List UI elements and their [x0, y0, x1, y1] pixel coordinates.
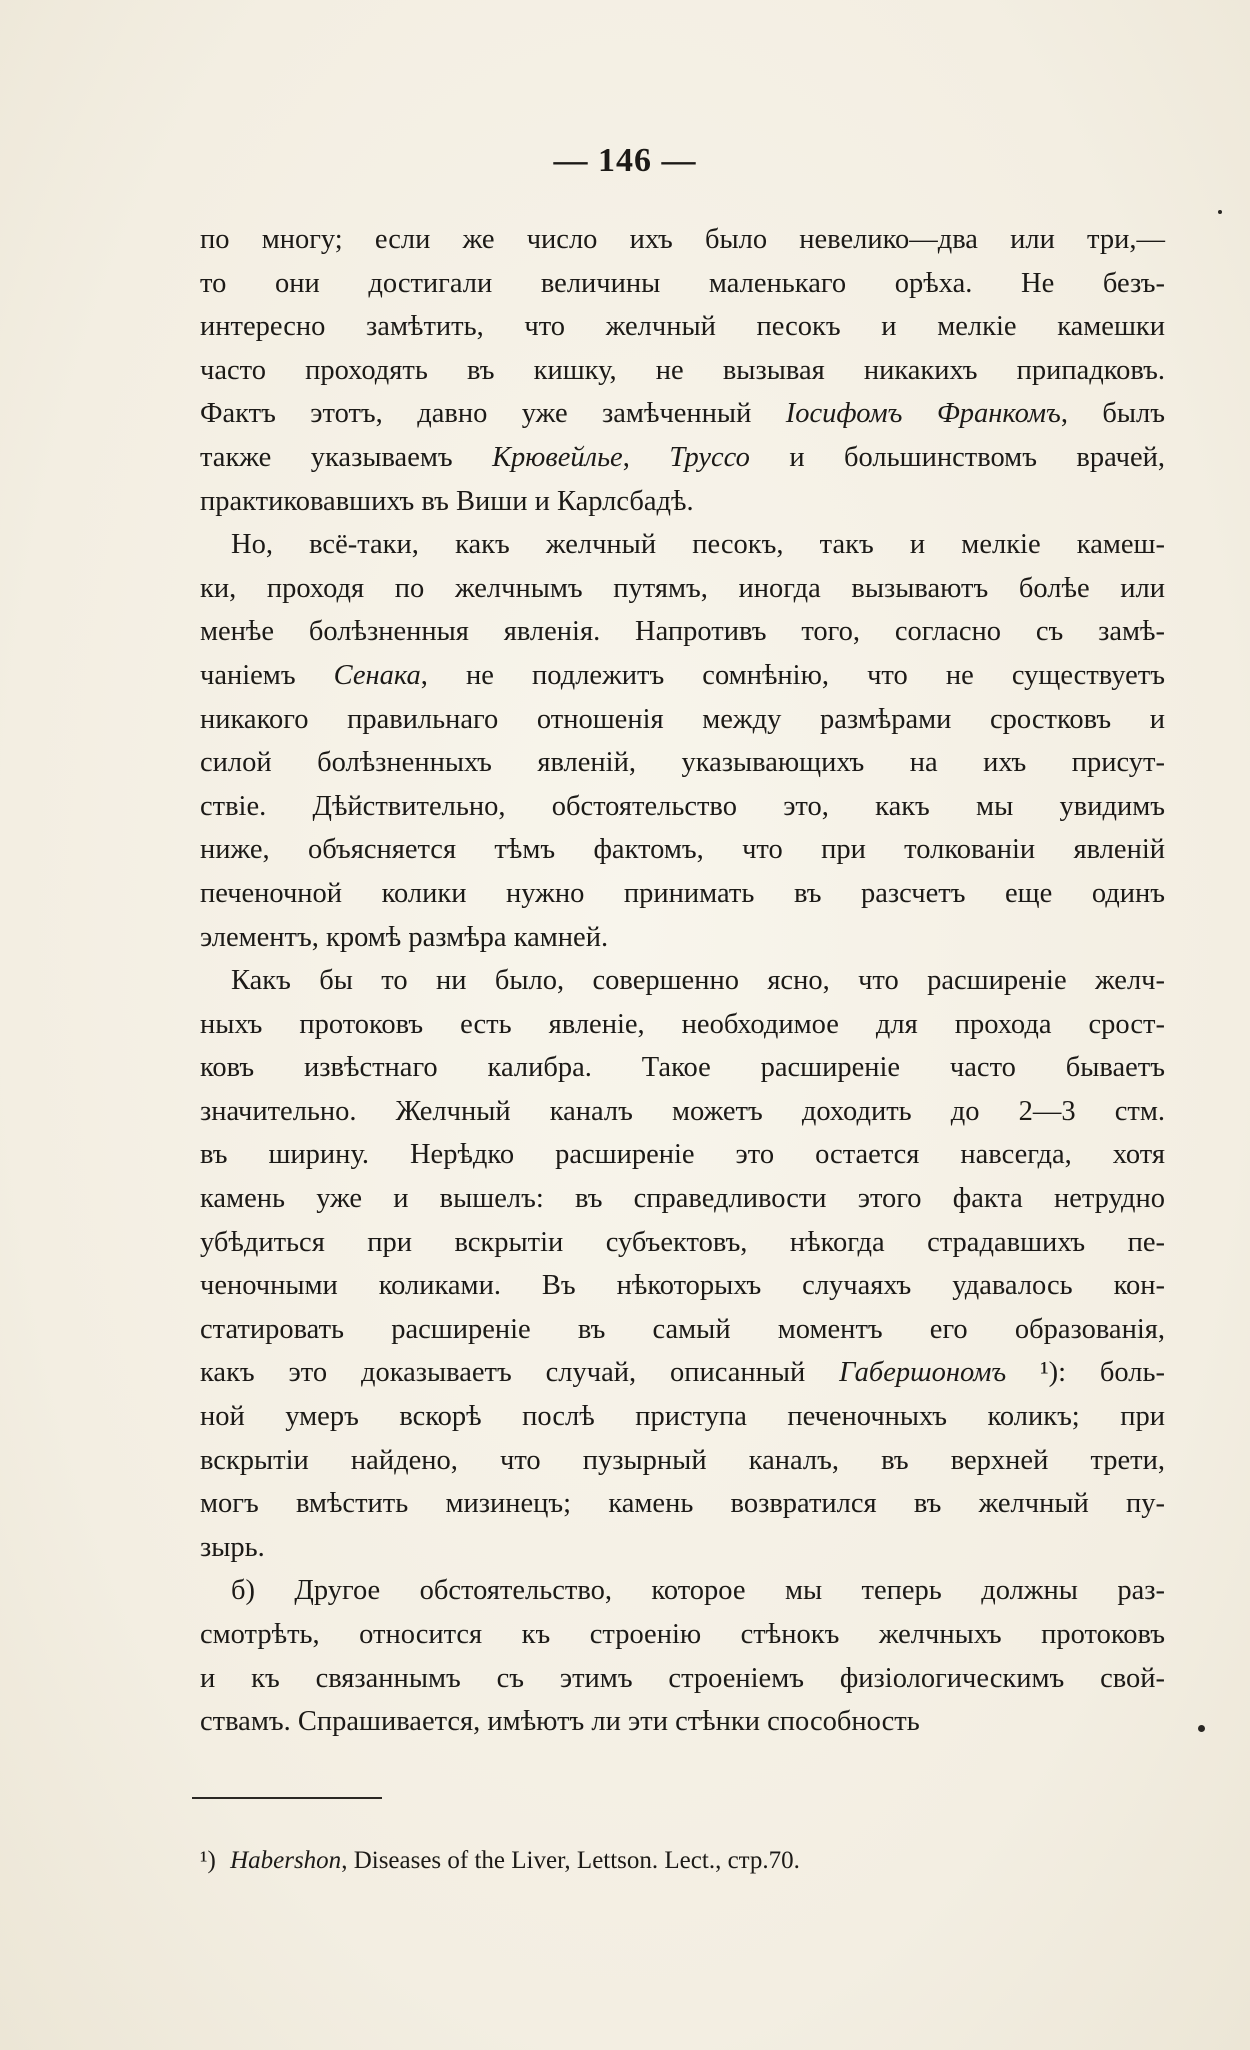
text-run: никакого правильнаго отношенія между размѣрами сростковъ и	[200, 703, 1165, 735]
text-line	[200, 523, 1165, 567]
text-run: ствамъ. Спрашивается, имѣютъ ли эти стѣнки способность	[200, 1706, 920, 1738]
footnote-author: Habershon	[230, 1847, 342, 1874]
text-line	[200, 1439, 1165, 1483]
text-line	[200, 392, 1165, 436]
text-line	[200, 1046, 1165, 1090]
text-line	[200, 218, 1165, 262]
footnote-marker: ¹)	[200, 1847, 216, 1874]
text-run: также указываемъ	[200, 441, 493, 473]
text-run: статировать расширеніе въ самый моментъ его образованія,	[200, 1313, 1165, 1345]
italic-name: Труссо	[669, 441, 750, 473]
text-line	[200, 1090, 1165, 1134]
text-run: б) Другое обстоятельство, которое мы теперь должны раз-	[231, 1575, 1165, 1607]
text-run: ченочными коликами. Въ нѣкоторыхъ случаяхъ удавалось кон-	[200, 1270, 1165, 1302]
text-run: ковъ извѣстнаго калибра. Такое расширеніе часто бываетъ	[200, 1052, 1165, 1084]
text-run: ной умеръ вскорѣ послѣ приступа печеночныхъ коликъ; при	[200, 1401, 1165, 1433]
text-run: по многу; если же число ихъ было невелико—два или три,—	[200, 224, 1165, 255]
text-line	[200, 916, 1165, 960]
text-run: часто проходять въ кишку, не вызывая никакихъ припадковъ.	[200, 354, 1165, 386]
text-run: какъ это доказываетъ случай, описанный	[200, 1357, 840, 1389]
text-line	[200, 567, 1165, 611]
text-line	[200, 262, 1165, 306]
text-line	[200, 654, 1165, 698]
text-run: въ ширину. Нерѣдко расширеніе это остается навсегда, хотя	[200, 1139, 1165, 1171]
text-run: могъ вмѣстить мизинецъ; камень возвратился въ желчный пу-	[200, 1488, 1165, 1520]
text-line	[200, 1351, 1165, 1395]
text-run: , не подлежитъ сомнѣнію, что не существуетъ	[420, 659, 1165, 691]
text-run: и къ связаннымъ съ этимъ строеніемъ физіологическимъ свой-	[200, 1662, 1165, 1694]
text-line	[200, 1133, 1165, 1177]
text-line	[200, 785, 1165, 829]
text-run: силой болѣзненныхъ явленій, указывающихъ на ихъ присут-	[200, 747, 1165, 779]
text-line	[200, 1395, 1165, 1439]
text-run: менѣе болѣзненныя явленія. Напротивъ того, согласно съ замѣ-	[200, 616, 1165, 648]
page-speck	[1198, 1725, 1205, 1732]
text-run: ниже, объясняется тѣмъ фактомъ, что при толкованіи явленій	[200, 834, 1165, 866]
text-run: убѣдиться при вскрытіи субъектовъ, нѣкогда страдавшихъ пе-	[200, 1226, 1165, 1258]
text-run: значительно. Желчный каналъ можетъ доходить до 2—3 стм.	[200, 1095, 1165, 1127]
text-run: ¹): боль-	[1006, 1357, 1165, 1389]
text-run: то они достигали величины маленькаго орѣха. Не безъ-	[200, 267, 1165, 299]
text-run: Но, всё-таки, какъ желчный песокъ, такъ и мелкіе камеш-	[231, 529, 1165, 561]
text-line	[200, 436, 1165, 480]
text-run: , былъ	[1060, 398, 1165, 430]
text-line	[200, 1177, 1165, 1221]
body-text	[200, 218, 1165, 1744]
text-run: ,	[622, 441, 670, 473]
footnote-separator	[192, 1797, 382, 1799]
italic-name: Крювейлье	[492, 441, 623, 473]
text-run: вскрытіи найдено, что пузырный каналъ, въ верхней трети,	[200, 1444, 1165, 1476]
text-line	[200, 305, 1165, 349]
text-run: смотрѣть, относится къ строенію стѣнокъ желчныхъ протоковъ	[200, 1619, 1165, 1650]
footnote-text: , Diseases of the Liver, Lettson. Lect., стр.70.	[341, 1847, 800, 1874]
text-run: ствіе. Дѣйствительно, обстоятельство это, какъ мы увидимъ	[200, 790, 1165, 822]
text-run: камень уже и вышелъ: въ справедливости этого факта нетрудно	[200, 1183, 1165, 1215]
text-line	[200, 610, 1165, 654]
italic-name: Сенака	[333, 659, 421, 691]
text-line	[200, 741, 1165, 785]
text-line	[200, 1526, 1165, 1570]
text-line	[200, 828, 1165, 872]
text-run: практиковавшихъ въ Виши и Карлсбадѣ.	[200, 485, 694, 517]
text-run: зырь.	[200, 1531, 265, 1563]
text-run: печеночной колики нужно принимать въ разсчетъ еще одинъ	[200, 877, 1165, 909]
text-line	[200, 872, 1165, 916]
text-line	[200, 1569, 1165, 1613]
text-run: ки, проходя по желчнымъ путямъ, иногда вызываютъ болѣе или	[200, 572, 1165, 604]
italic-name: Іосифомъ Франкомъ	[785, 398, 1061, 430]
text-line	[200, 1613, 1165, 1657]
italic-name: Габершономъ	[839, 1357, 1007, 1389]
text-run: элементъ, кромѣ размѣра камней.	[200, 921, 609, 953]
text-line	[200, 1003, 1165, 1047]
text-run: ныхъ протоковъ есть явленіе, необходимое для прохода срост-	[200, 1008, 1165, 1040]
text-run: и большинствомъ врачей,	[749, 441, 1165, 473]
text-line	[200, 480, 1165, 524]
text-line	[200, 349, 1165, 393]
text-line	[200, 1308, 1165, 1352]
text-run: чаніемъ	[200, 659, 334, 691]
text-run: Фактъ этотъ, давно уже замѣченный	[200, 398, 786, 430]
footnote	[200, 1847, 1100, 1875]
page-speck	[1218, 210, 1222, 214]
text-line	[200, 1221, 1165, 1265]
text-line	[200, 1482, 1165, 1526]
text-line	[200, 698, 1165, 742]
page-number: — 146 —	[553, 142, 697, 179]
text-line	[200, 959, 1165, 1003]
text-run: Какъ бы то ни было, совершенно ясно, что расширеніе желч-	[231, 965, 1165, 997]
text-line	[200, 1700, 1165, 1744]
text-line	[200, 1264, 1165, 1308]
text-line	[200, 1657, 1165, 1701]
text-run: интересно замѣтить, что желчный песокъ и мелкіе камешки	[200, 311, 1165, 343]
